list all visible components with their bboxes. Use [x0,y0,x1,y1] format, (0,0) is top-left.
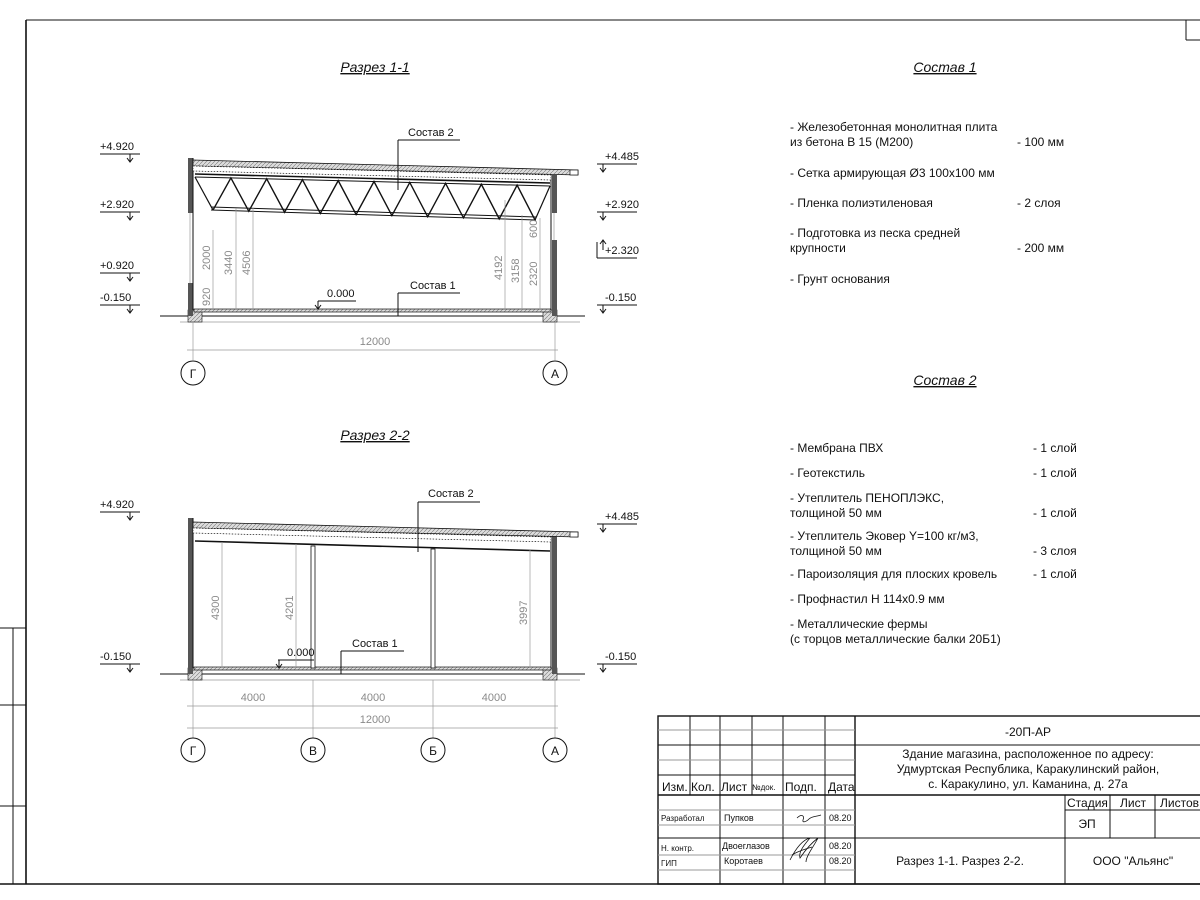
level-mark: +2.920 [100,199,134,211]
stage-header: Стадия [1067,796,1108,810]
item-text: - Утеплитель Эковер Y=100 кг/м3, [790,529,979,543]
column [431,549,435,668]
role: ГИП [661,859,677,868]
svg-text:А: А [550,367,560,381]
floor-level-mark [315,288,356,309]
item-value: - 1 слой [1033,567,1077,581]
svg-text:4000: 4000 [360,692,386,704]
svg-text:12000: 12000 [359,714,391,726]
composition-2 [790,372,1077,646]
level-mark [597,511,639,532]
composition-item [790,592,945,606]
svg-text:Состав 1: Состав 1 [352,638,398,650]
header-kol: Кол. [691,780,715,794]
floor-level-mark [276,647,315,668]
item-text: - Профнастил Н 114х0.9 мм [790,592,945,606]
level-mark: -0.150 [100,292,132,304]
composition-item [790,196,1061,210]
composition-item [790,166,995,180]
svg-text:Состав 1: Состав 1 [410,280,456,292]
dim-label: 2320 [528,261,540,286]
company-name: ООО "Альянс" [1092,854,1174,868]
sheets-header: Листов [1160,796,1199,810]
floor-slab [194,667,551,670]
name: Пупков [724,813,754,823]
name: Коротаев [724,856,763,866]
item-text: - Геотекстиль [790,466,865,480]
composition-1-title: Состав 1 [913,59,977,75]
item-text: толщиной 50 мм [790,506,882,520]
svg-text:А: А [550,744,560,758]
composition-item [790,491,1077,520]
item-text: - Мембрана ПВХ [790,441,884,455]
svg-text:4000: 4000 [481,692,507,704]
axis-marker-v [301,738,325,762]
svg-text:+4.485: +4.485 [605,511,639,523]
composition-item [790,617,1001,646]
axis-marker-a [543,361,567,385]
side-stamp [0,628,26,884]
roof-truss [195,174,550,220]
roof-beam [195,541,550,551]
svg-text:Состав 2: Состав 2 [408,127,454,139]
address-line: Здание магазина, расположенное по адресу: [902,747,1154,761]
dim-label: 4506 [241,250,253,275]
composition-item [790,226,1064,255]
composition-item [790,272,890,286]
level-mark: +2.920 [605,199,639,211]
level-mark: +4.920 [100,141,134,153]
item-value: - 1 слой [1033,441,1077,455]
item-text: - Пароизоляция для плоских кровель [790,567,998,581]
floor-slab [194,309,551,312]
svg-text:4201: 4201 [284,595,296,620]
item-value: - 100 мм [1017,135,1065,149]
item-value: - 200 мм [1017,241,1065,255]
date: 08.20 [829,841,852,851]
composition-item [790,466,1077,480]
left-wall [188,158,193,316]
item-text: - Утеплитель ПЕНОПЛЭКС, [790,491,945,505]
item-value: - 1 слой [1033,506,1077,520]
item-text: - Пленка полиэтиленовая [790,196,933,210]
level-mark: +0.920 [100,260,134,272]
svg-text:12000: 12000 [359,336,391,348]
svg-text:Г: Г [189,744,197,758]
svg-text:3997: 3997 [518,600,530,625]
roof-callout [418,488,480,552]
role: Разработал [661,814,705,823]
svg-text:Г: Г [189,367,197,381]
level-mark [100,651,140,672]
level-mark [100,499,140,520]
name: Двоеглазов [722,841,770,851]
title-block [658,716,1200,884]
svg-text:В: В [308,744,318,758]
level-mark: +4.485 [605,151,639,163]
bay-dimensions [187,680,558,738]
svg-text:+4.920: +4.920 [100,499,134,511]
svg-text:Состав 2: Состав 2 [428,488,474,500]
header-list: Лист [721,780,748,794]
level-marks-left [100,141,140,313]
address-line: с. Каракулино, ул. Каманина, д. 27а [928,777,1128,791]
item-text: - Сетка армирующая Ø3 100х100 мм [790,166,995,180]
role: Н. контр. [661,844,695,853]
document-code: -20П-АР [1005,725,1051,739]
axis-marker-g [181,361,205,385]
axis-marker-a [543,738,567,762]
svg-text:4300: 4300 [210,595,222,620]
sheet-header: Лист [1120,796,1147,810]
item-value: - 3 слоя [1033,544,1077,558]
item-text: (с торцов металлические балки 20Б1) [790,632,1001,646]
svg-text:-0.150: -0.150 [605,651,637,663]
level-mark: +2.320 [605,245,639,257]
axis-marker-g [181,738,205,762]
date: 08.20 [829,813,852,823]
date: 08.20 [829,856,852,866]
item-text: крупности [790,241,846,255]
svg-text:0.000: 0.000 [327,288,355,300]
item-text: - Железобетонная монолитная плита [790,120,998,134]
axis-marker-b [421,738,445,762]
dim-label: 3158 [510,258,522,283]
level-mark [597,651,637,672]
dim-label: 4192 [493,255,505,280]
svg-text:-0.150: -0.150 [100,651,132,663]
item-text: - Подготовка из песка средней [790,226,961,240]
svg-text:0.000: 0.000 [287,647,315,659]
item-text: из бетона В 15 (М200) [790,135,914,149]
header-date: Дата [828,780,855,794]
right-wall [551,175,557,316]
vertical-dimensions [201,200,540,310]
item-text: толщиной 50 мм [790,544,882,558]
svg-text:4000: 4000 [240,692,266,704]
item-text: - Металлические фермы [790,617,928,631]
composition-1 [790,59,1064,286]
header-sign: Подп. [785,780,817,794]
composition-2-title: Состав 2 [913,372,977,388]
item-text: - Грунт основания [790,272,890,286]
level-mark: -0.150 [605,292,637,304]
section-1-1 [100,59,639,385]
stage-value: ЭП [1078,817,1096,831]
composition-item [790,529,1077,558]
composition-item [790,567,1077,581]
address-line: Удмуртская Республика, Каракулинский район, [896,762,1160,776]
dim-label: 920 [201,287,213,306]
section-2-2 [100,427,639,762]
overall-dimension [187,322,558,360]
dim-label: 2000 [201,245,213,270]
left-wall [188,518,193,674]
header-izm: Изм. [662,780,688,794]
composition-item [790,441,1077,455]
sheet-title: Разрез 1-1. Разрез 2-2. [896,854,1024,868]
dim-label: 600 [528,219,540,238]
level-marks-right [597,151,639,313]
item-value: - 2 слоя [1017,196,1061,210]
dim-label: 3440 [223,250,235,275]
item-value: - 1 слой [1033,466,1077,480]
right-wall [552,535,557,674]
section-2-title: Разрез 2-2 [340,427,410,443]
section-1-title: Разрез 1-1 [340,59,410,75]
header-doc: №док. [752,783,776,792]
svg-text:Б: Б [429,744,437,758]
composition-item [790,120,1064,149]
